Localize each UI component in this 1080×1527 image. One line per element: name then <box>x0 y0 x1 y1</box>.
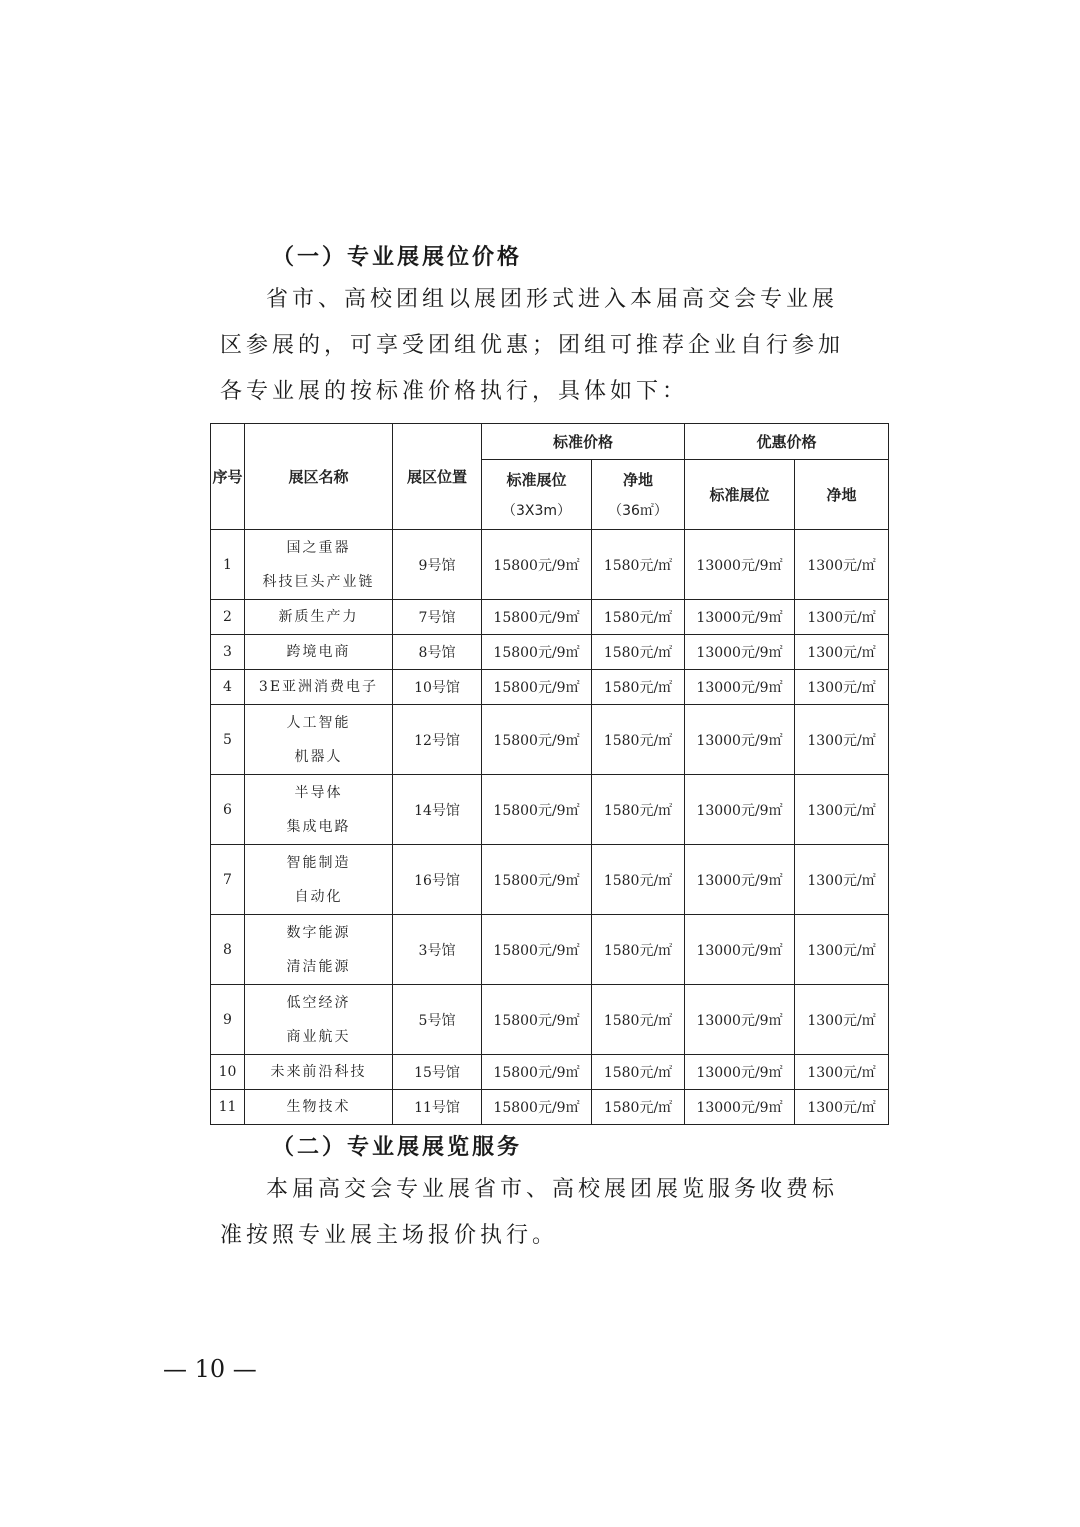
cell-std-booth: 15800元/9㎡ <box>482 915 592 985</box>
cell-disc-net: 1300元/㎡ <box>795 1090 889 1125</box>
cell-std-net: 1580元/㎡ <box>592 985 685 1055</box>
cell-location: 10号馆 <box>393 670 482 705</box>
cell-seq: 7 <box>211 845 245 915</box>
cell-disc-booth: 13000元/9㎡ <box>685 600 795 635</box>
cell-disc-net: 1300元/㎡ <box>795 985 889 1055</box>
cell-location: 14号馆 <box>393 775 482 845</box>
header-location: 展区位置 <box>393 424 482 530</box>
header-disc-booth: 标准展位 <box>685 460 795 530</box>
cell-seq: 8 <box>211 915 245 985</box>
cell-name <box>245 670 393 705</box>
cell-std-booth: 15800元/9㎡ <box>482 635 592 670</box>
cell-name <box>245 915 393 985</box>
cell-disc-net: 1300元/㎡ <box>795 530 889 600</box>
cell-name <box>245 775 393 845</box>
cell-std-booth: 15800元/9㎡ <box>482 1055 592 1090</box>
cell-std-net: 1580元/㎡ <box>592 705 685 775</box>
cell-std-net: 1580元/㎡ <box>592 775 685 845</box>
table-row <box>211 530 889 600</box>
cell-std-net: 1580元/㎡ <box>592 915 685 985</box>
table-row <box>211 915 889 985</box>
cell-name-line: 清洁能源 <box>286 958 351 975</box>
cell-seq: 9 <box>211 985 245 1055</box>
cell-disc-net: 1300元/㎡ <box>795 670 889 705</box>
cell-name <box>245 1090 393 1125</box>
cell-name-line: 3E亚洲消费电子 <box>258 679 379 695</box>
cell-disc-net: 1300元/㎡ <box>795 635 889 670</box>
cell-location: 16号馆 <box>393 845 482 915</box>
cell-name-line: 数字能源 <box>286 924 351 941</box>
table-row <box>211 775 889 845</box>
cell-name-line: 跨境电商 <box>286 644 351 660</box>
cell-seq: 5 <box>211 705 245 775</box>
cell-name <box>245 985 393 1055</box>
cell-std-net: 1580元/㎡ <box>592 670 685 705</box>
table-row <box>211 705 889 775</box>
cell-disc-booth: 13000元/9㎡ <box>685 915 795 985</box>
table-row <box>211 845 889 915</box>
cell-name-line: 未来前沿科技 <box>270 1064 367 1080</box>
cell-disc-booth: 13000元/9㎡ <box>685 705 795 775</box>
cell-location: 12号馆 <box>393 705 482 775</box>
cell-name-line: 生物技术 <box>286 1099 351 1115</box>
header-std-net: 净地 （36㎡） <box>592 460 685 530</box>
price-table-header <box>211 424 889 530</box>
cell-disc-booth: 13000元/9㎡ <box>685 775 795 845</box>
cell-name <box>245 635 393 670</box>
cell-std-booth: 15800元/9㎡ <box>482 705 592 775</box>
cell-std-net: 1580元/㎡ <box>592 1055 685 1090</box>
cell-name-line: 集成电路 <box>286 818 351 835</box>
cell-name-line: 商业航天 <box>286 1028 351 1045</box>
cell-disc-booth: 13000元/9㎡ <box>685 530 795 600</box>
header-name: 展区名称 <box>245 424 393 530</box>
cell-name-line: 自动化 <box>294 888 343 905</box>
price-table <box>210 423 889 1125</box>
section-2-heading: （二）专业展展览服务 <box>272 1135 523 1160</box>
cell-std-booth: 15800元/9㎡ <box>482 600 592 635</box>
cell-seq: 10 <box>211 1055 245 1090</box>
cell-name <box>245 845 393 915</box>
cell-disc-net: 1300元/㎡ <box>795 845 889 915</box>
cell-name-line: 半导体 <box>294 784 343 801</box>
cell-disc-booth: 13000元/9㎡ <box>685 1090 795 1125</box>
cell-name-line: 智能制造 <box>286 854 351 871</box>
cell-seq: 3 <box>211 635 245 670</box>
cell-location: 8号馆 <box>393 635 482 670</box>
section-1-paragraph: 省市、高校团组以展团形式进入本届高交会专业展区参展的，可享受团组优惠；团组可推荐企业自行参加各专业展的按标准价格执行，具体如下： <box>220 287 845 404</box>
cell-std-booth: 15800元/9㎡ <box>482 670 592 705</box>
header-std-booth: 标准展位 （3X3m） <box>482 460 592 530</box>
cell-std-booth: 15800元/9㎡ <box>482 1090 592 1125</box>
cell-seq: 6 <box>211 775 245 845</box>
cell-disc-booth: 13000元/9㎡ <box>685 1055 795 1090</box>
cell-seq: 4 <box>211 670 245 705</box>
cell-seq: 11 <box>211 1090 245 1125</box>
cell-seq: 1 <box>211 530 245 600</box>
cell-location: 11号馆 <box>393 1090 482 1125</box>
cell-seq: 2 <box>211 600 245 635</box>
cell-std-booth: 15800元/9㎡ <box>482 845 592 915</box>
cell-location: 9号馆 <box>393 530 482 600</box>
header-disc-net: 净地 <box>795 460 889 530</box>
cell-name-line: 机器人 <box>294 748 343 765</box>
cell-std-net: 1580元/㎡ <box>592 1090 685 1125</box>
header-seq: 序号 <box>211 424 245 530</box>
cell-disc-booth: 13000元/9㎡ <box>685 670 795 705</box>
cell-disc-booth: 13000元/9㎡ <box>685 985 795 1055</box>
cell-location: 7号馆 <box>393 600 482 635</box>
cell-name-line: 低空经济 <box>286 994 351 1011</box>
cell-name <box>245 600 393 635</box>
cell-std-net: 1580元/㎡ <box>592 600 685 635</box>
cell-disc-net: 1300元/㎡ <box>795 705 889 775</box>
cell-location: 5号馆 <box>393 985 482 1055</box>
cell-std-net: 1580元/㎡ <box>592 845 685 915</box>
cell-disc-net: 1300元/㎡ <box>795 1055 889 1090</box>
table-row <box>211 600 889 635</box>
cell-name-line: 国之重器 <box>286 539 351 556</box>
cell-name-line: 科技巨头产业链 <box>262 573 375 590</box>
cell-std-booth: 15800元/9㎡ <box>482 530 592 600</box>
table-row <box>211 670 889 705</box>
cell-disc-net: 1300元/㎡ <box>795 915 889 985</box>
cell-disc-net: 1300元/㎡ <box>795 600 889 635</box>
cell-name-line: 人工智能 <box>286 714 351 731</box>
cell-location: 15号馆 <box>393 1055 482 1090</box>
page-number: — 10 — <box>163 1355 257 1383</box>
table-row <box>211 1055 889 1090</box>
section-1-heading: （一）专业展展位价格 <box>272 245 523 270</box>
cell-std-net: 1580元/㎡ <box>592 635 685 670</box>
table-row <box>211 635 889 670</box>
cell-name <box>245 530 393 600</box>
header-discount-price: 优惠价格 <box>685 424 889 460</box>
table-row <box>211 985 889 1055</box>
cell-name-line: 新质生产力 <box>278 609 359 625</box>
cell-disc-booth: 13000元/9㎡ <box>685 845 795 915</box>
cell-disc-booth: 13000元/9㎡ <box>685 635 795 670</box>
price-table-body <box>211 530 889 1125</box>
table-row <box>211 1090 889 1125</box>
cell-disc-net: 1300元/㎡ <box>795 775 889 845</box>
cell-std-booth: 15800元/9㎡ <box>482 775 592 845</box>
cell-name <box>245 1055 393 1090</box>
cell-std-net: 1580元/㎡ <box>592 530 685 600</box>
header-standard-price: 标准价格 <box>482 424 685 460</box>
cell-std-booth: 15800元/9㎡ <box>482 985 592 1055</box>
cell-location: 3号馆 <box>393 915 482 985</box>
section-2-paragraph: 本届高交会专业展省市、高校展团展览服务收费标准按照专业展主场报价执行。 <box>220 1177 839 1248</box>
cell-name <box>245 705 393 775</box>
